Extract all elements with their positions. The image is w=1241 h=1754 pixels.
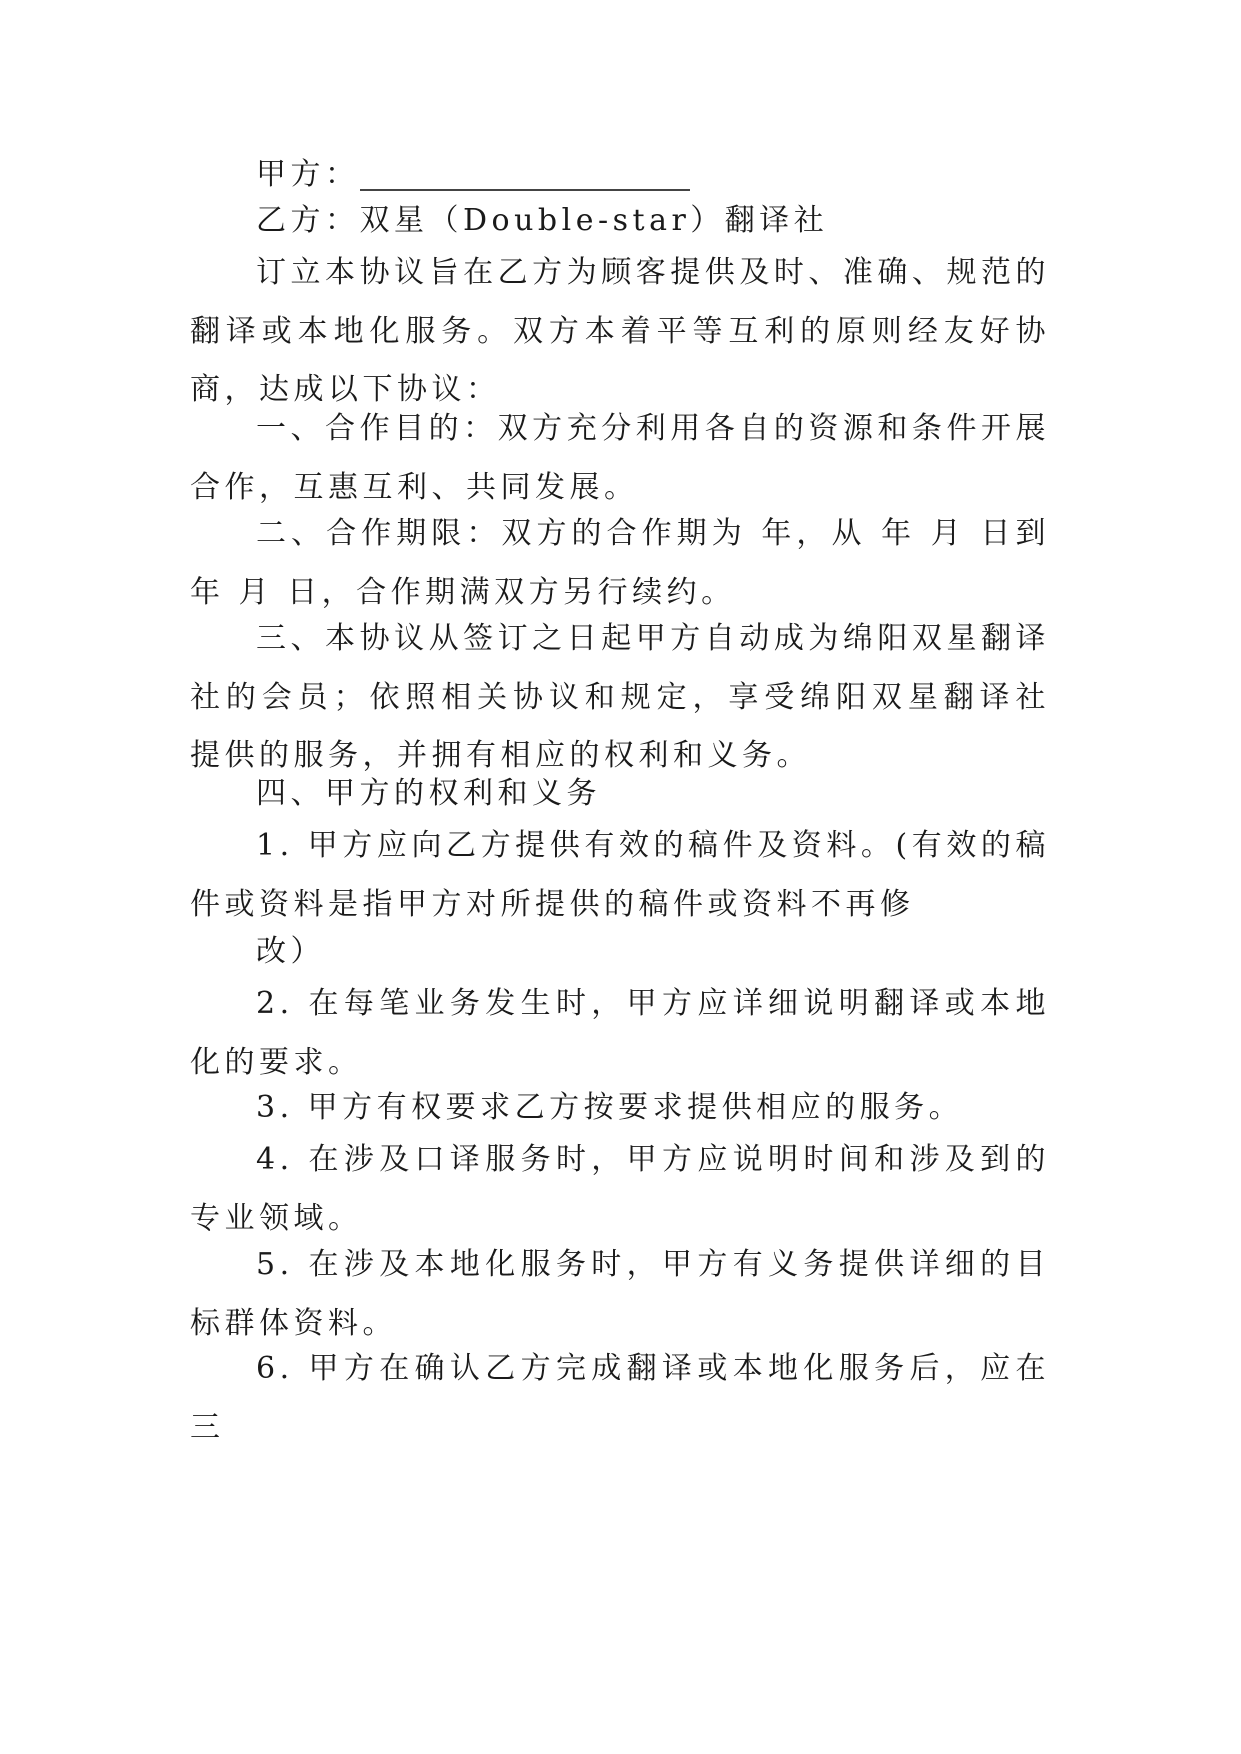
item-6: 6. 甲方在确认乙方完成翻译或本地化服务后，应在三 (190, 1351, 1050, 1445)
party-b-line: 乙方：双星（Double-star）翻译社 (256, 203, 829, 238)
item-2: 2. 在每笔业务发生时，甲方应详细说明翻译或本地化的要求。 (190, 986, 1050, 1080)
party-a-label: 甲方： (256, 157, 360, 192)
item-5: 5. 在涉及本地化服务时，甲方有义务提供详细的目标群体资料。 (190, 1247, 1050, 1341)
clause-party-a-rights-title: 四、甲方的权利和义务 (256, 776, 601, 811)
intro-paragraph: 订立本协议旨在乙方为顾客提供及时、准确、规范的翻译或本地化服务。双方本着平等互利的原则经友好协商，达成以下协议： (190, 255, 1050, 407)
clause-membership: 三、本协议从签订之日起甲方自动成为绵阳双星翻译社的会员；依照相关协议和规定，享受绵阳双星翻译社提供的服务，并拥有相应的权利和义务。 (190, 621, 1050, 773)
item-1-continued: 改） (256, 934, 325, 969)
clause-cooperation-term: 二、合作期限：双方的合作期为 年，从 年 月 日到 年 月 日，合作期满双方另行续约。 (190, 516, 1050, 610)
item-3: 3. 甲方有权要求乙方按要求提供相应的服务。 (256, 1090, 964, 1125)
item-1: 1. 甲方应向乙方提供有效的稿件及资料。(有效的稿件或资料是指甲方对所提供的稿件或资料不再修 (190, 828, 1050, 922)
clause-cooperation-purpose: 一、合作目的：双方充分利用各自的资源和条件开展合作，互惠互利、共同发展。 (190, 411, 1050, 505)
item-4: 4. 在涉及口译服务时，甲方应说明时间和涉及到的专业领域。 (190, 1142, 1050, 1236)
party-a-blank (360, 153, 690, 191)
